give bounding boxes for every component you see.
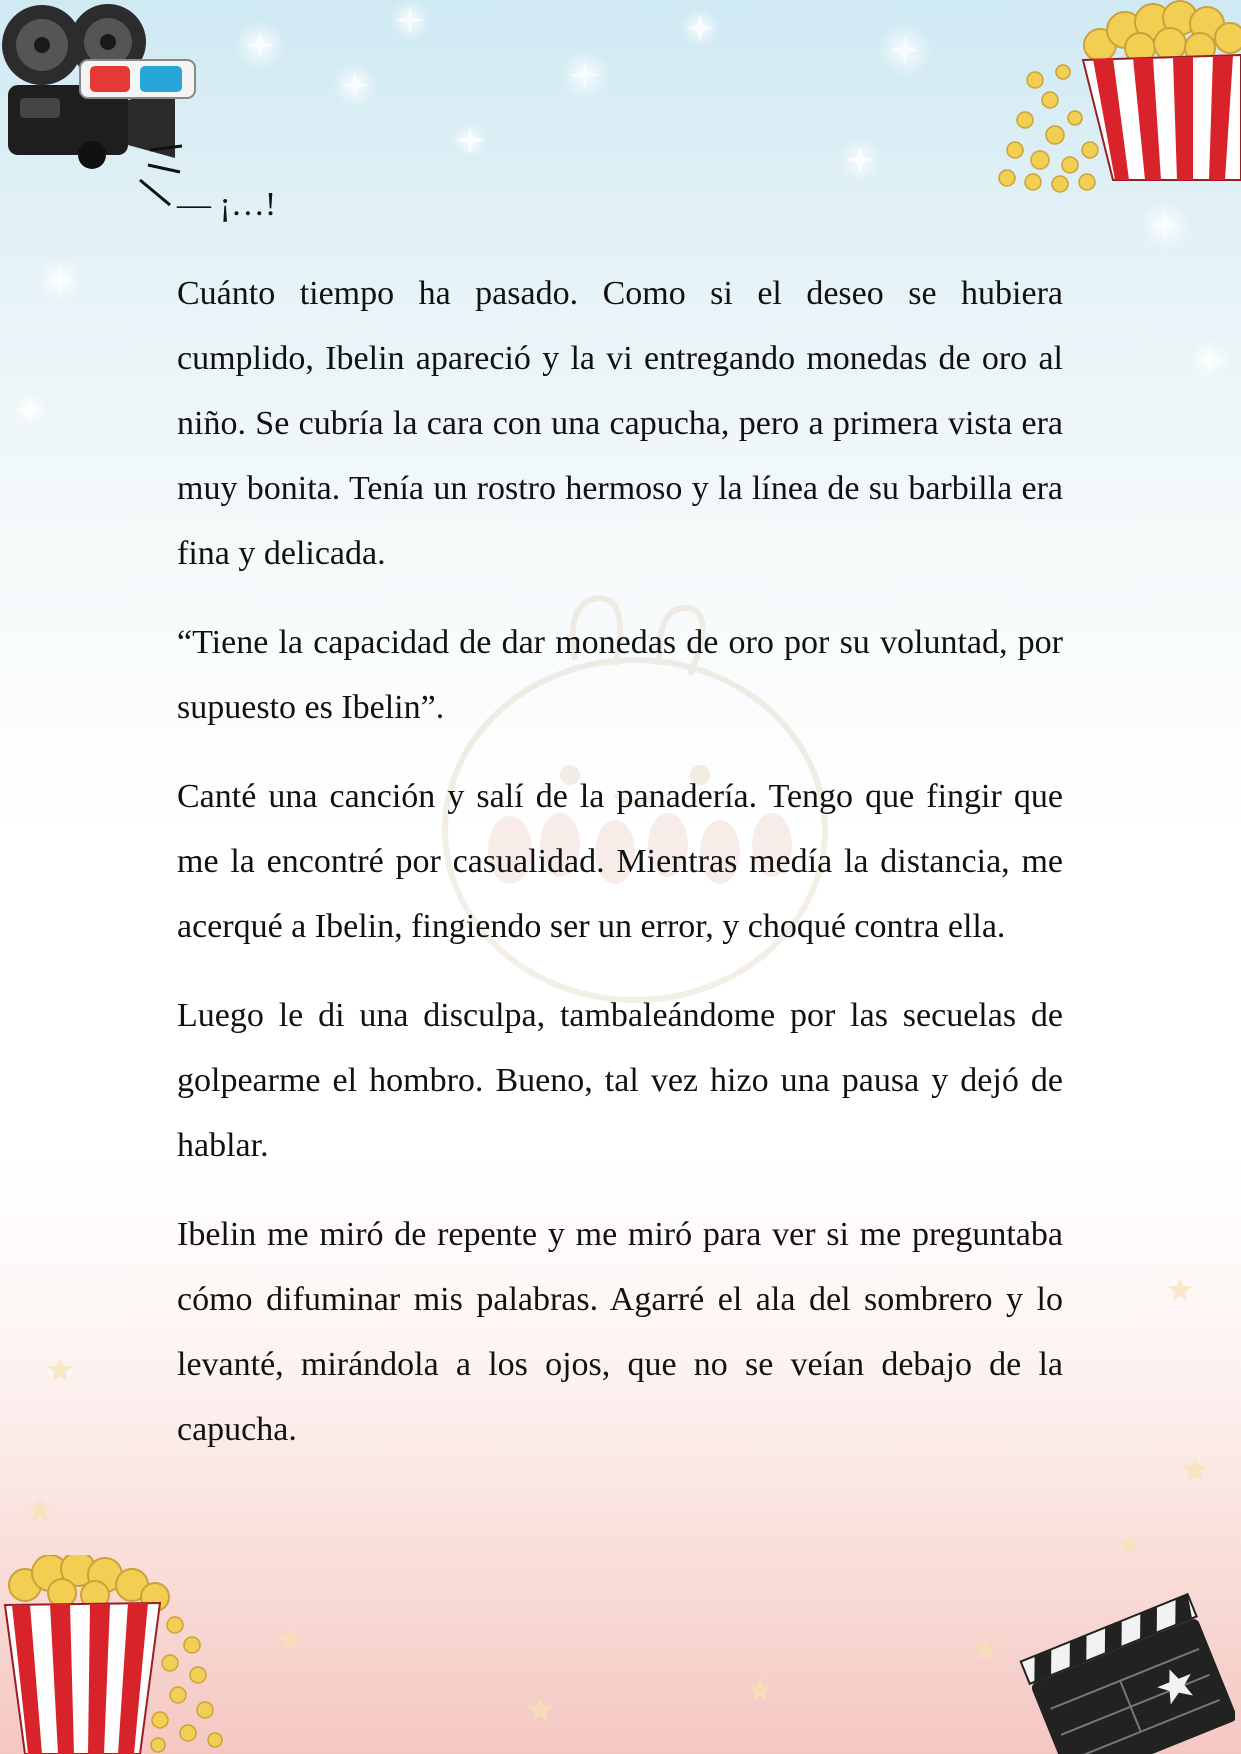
popcorn-bucket-icon [995,0,1241,200]
paragraph: “Tiene la capacidad de dar monedas de oro por su voluntad, por supuesto es Ibelin”. [177,624,1063,726]
paragraph: Canté una canción y salí de la panadería. Tengo que fingir que me la encontré por casualidad. Mientras medía la distancia, me acerqué a Ibelin, fingiendo ser un error, y choqué contra ella. [177,778,1063,945]
paragraph: Luego le di una disculpa, tambaleándome por las secuelas de golpearme el hombro. Bueno, tal vez hizo una pausa y dejó de hablar. [177,997,1063,1164]
paragraph: Cuánto tiempo ha pasado. Como si el deseo se hubiera cumplido, Ibelin apareció y la vi entregando monedas de oro al niño. Se cubría la cara con una capucha, pero a primera vista era muy bonita. Tenía un rostro hermoso y la línea de su barbilla era fina y delicada. [177,275,1063,572]
paragraph: Ibelin me miró de repente y me miró para ver si me preguntaba cómo difuminar mis palabras. Agarré el ala del sombrero y lo levanté, mirándola a los ojos, que no se veían debajo de la capucha. [177,1216,1063,1448]
document-body [177,172,1063,1486]
popcorn-bucket-icon [0,1555,230,1754]
clapperboard-icon [1010,1580,1235,1754]
opening-dialogue-line: — ¡…! [177,186,277,223]
